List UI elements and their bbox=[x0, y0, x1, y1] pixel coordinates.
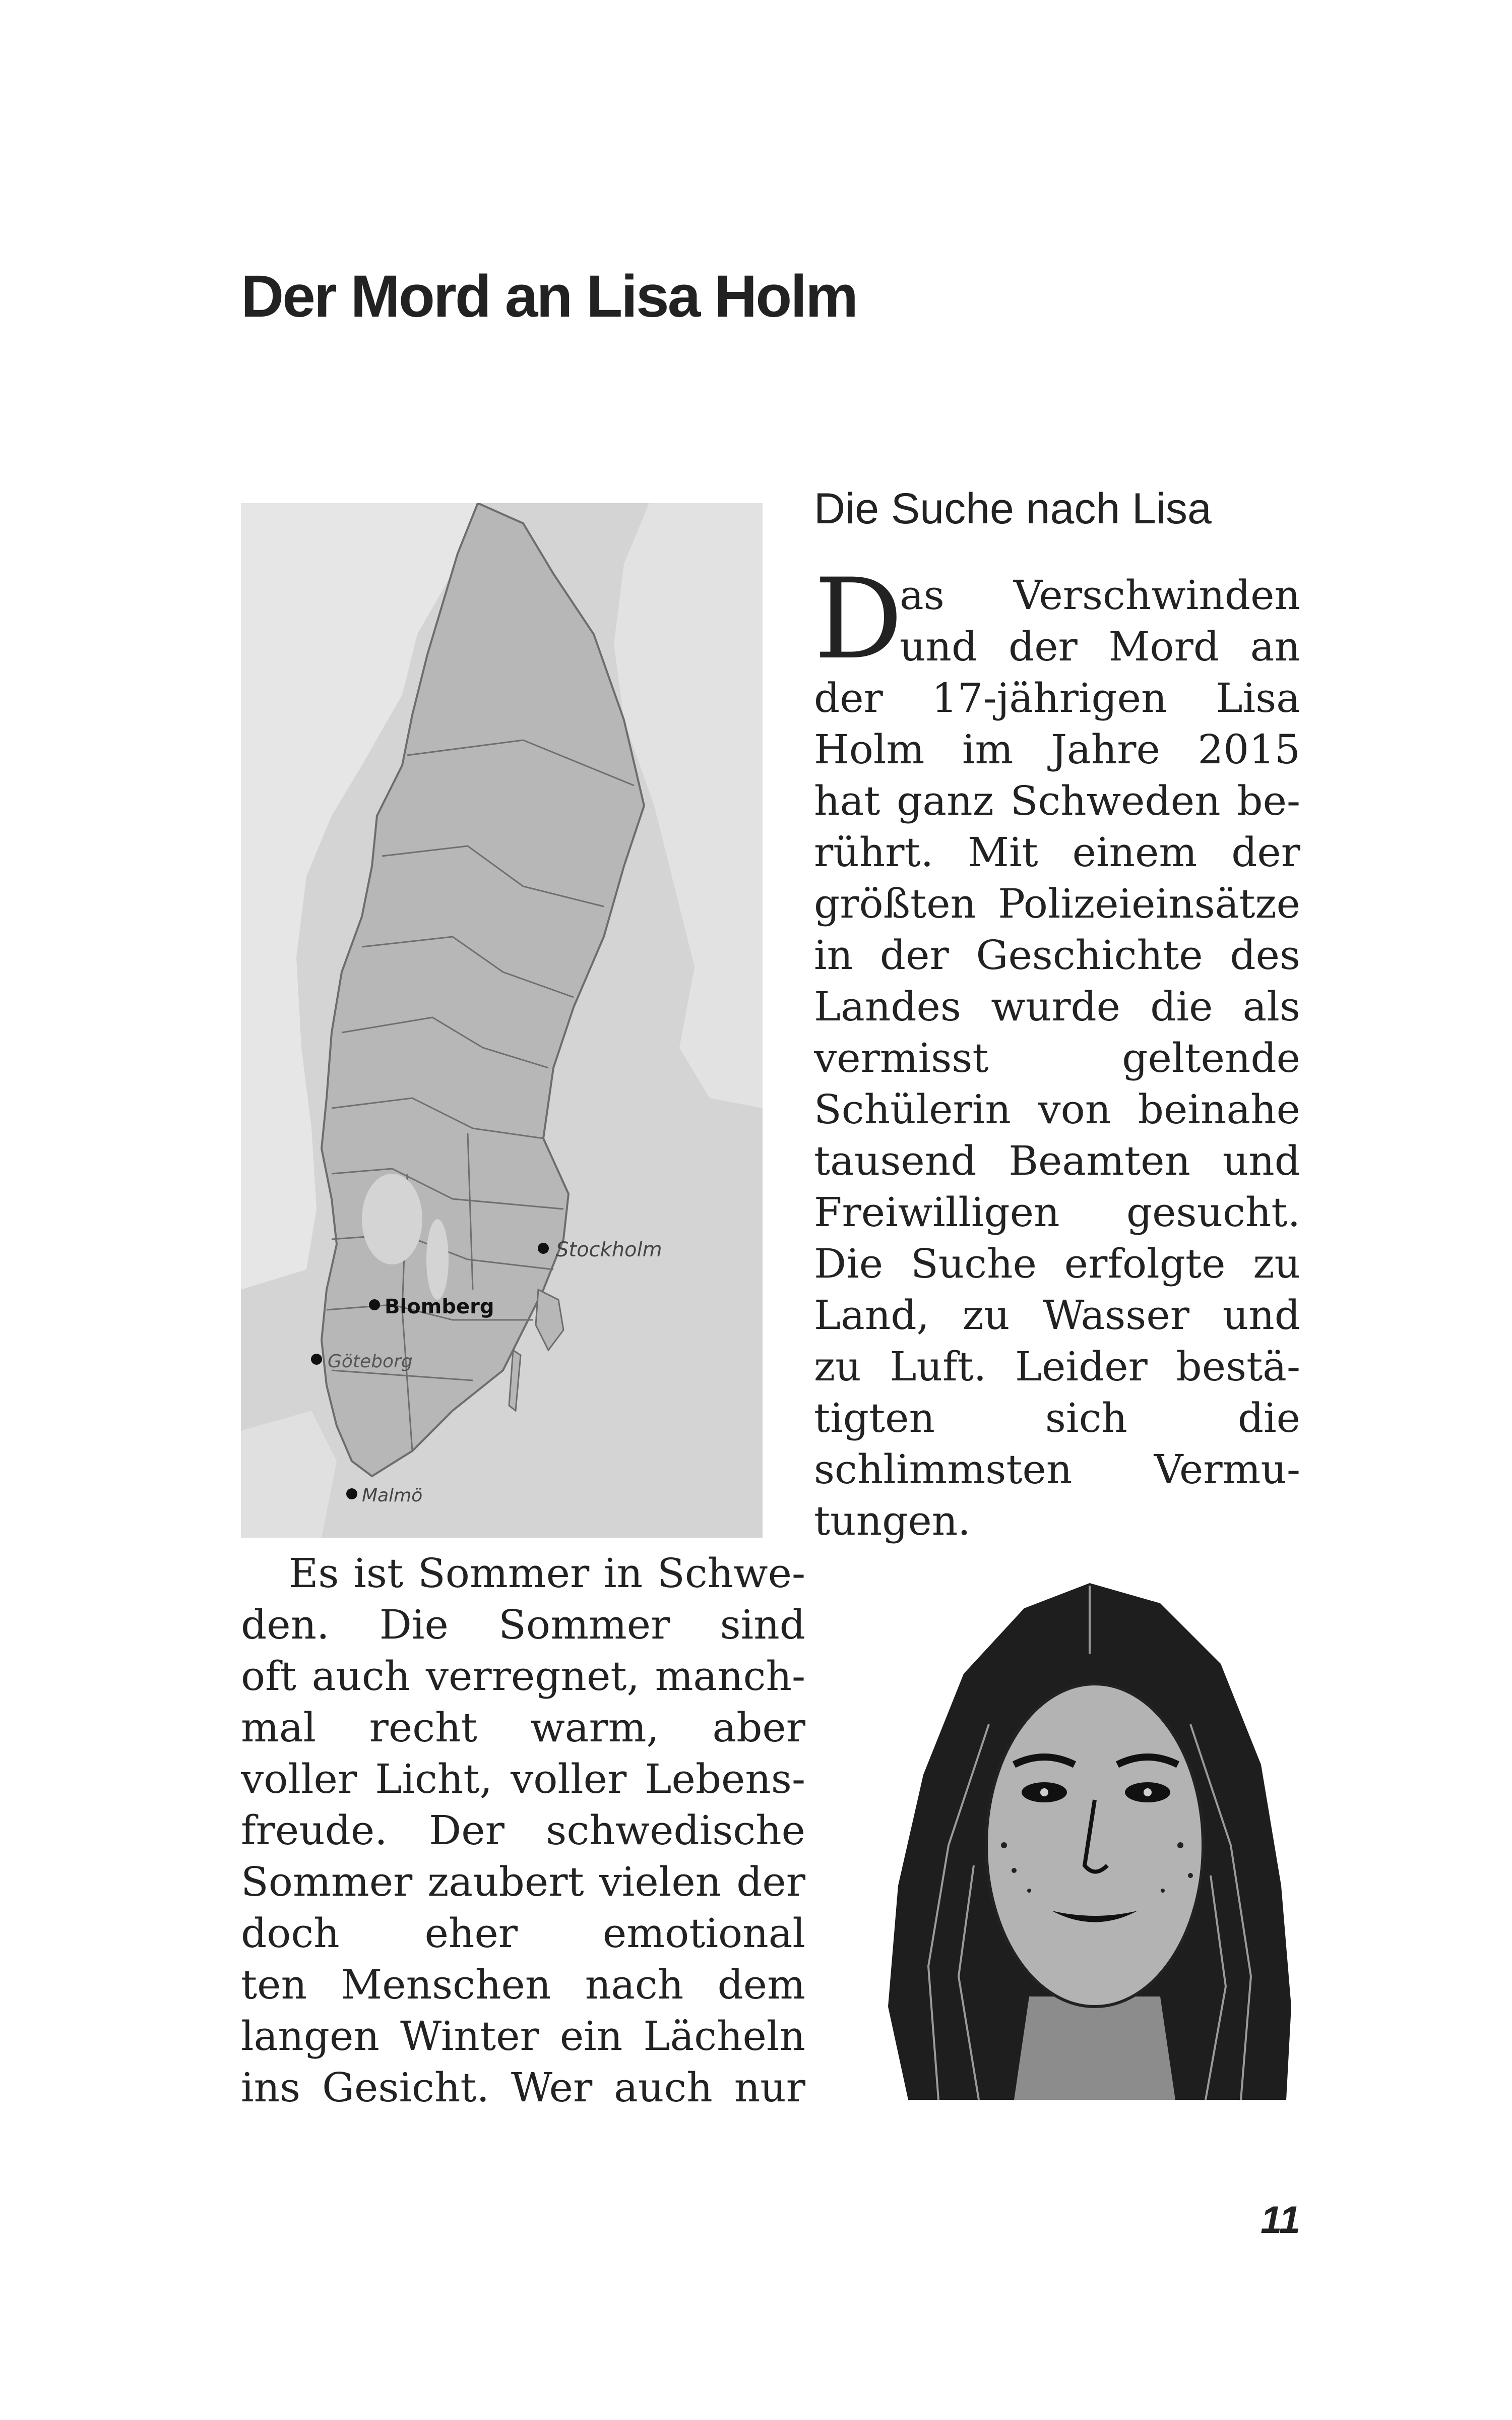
malmo-marker bbox=[346, 1488, 357, 1499]
drop-cap: D bbox=[814, 555, 903, 684]
body-line: langen Winter ein Lächeln bbox=[241, 2013, 805, 2060]
lake-vattern bbox=[426, 1219, 449, 1300]
body-line: voller Licht, voller Lebens- bbox=[241, 1756, 805, 1802]
body-line: tigten sich die bbox=[814, 1395, 1300, 1441]
body-line: rührt. Mit einem der bbox=[814, 829, 1300, 876]
body-line: freude. Der schwedische bbox=[241, 1807, 805, 1854]
body-line: doch eher emotional bbox=[241, 1910, 805, 1957]
chapter-title: Der Mord an Lisa Holm bbox=[241, 263, 857, 330]
body-line: mal recht warm, aber bbox=[241, 1704, 805, 1751]
portrait-photo bbox=[878, 1563, 1300, 2100]
sweden-map bbox=[241, 503, 763, 1538]
body-line: Freiwilligen gesucht. bbox=[814, 1189, 1300, 1236]
body-line: oft auch verregnet, manch- bbox=[241, 1653, 805, 1700]
body-line: und der Mord an bbox=[900, 623, 1300, 670]
body-line: tausend Beamten und bbox=[814, 1137, 1300, 1184]
body-line: Landes wurde die als bbox=[814, 983, 1300, 1030]
city-label-blomberg: Blomberg bbox=[385, 1295, 494, 1318]
body-line: as Verschwinden bbox=[900, 572, 1300, 619]
neck-shape bbox=[1014, 1996, 1175, 2100]
body-line: der 17-jährigen Lisa bbox=[814, 675, 1300, 721]
body-line: tungen. bbox=[814, 1497, 971, 1544]
body-line: den. Die Sommer sind bbox=[241, 1601, 805, 1648]
body-line: größten Polizeieinsätze bbox=[814, 880, 1300, 927]
body-line: zu Luft. Leider bestä- bbox=[814, 1343, 1300, 1390]
body-line: Sommer zaubert vielen der bbox=[241, 1858, 805, 1905]
city-label-stockholm: Stockholm bbox=[556, 1238, 662, 1261]
body-line: Es ist Sommer in Schwe- bbox=[289, 1550, 805, 1597]
lake-vanern bbox=[362, 1174, 422, 1264]
body-line: Holm im Jahre 2015 bbox=[814, 726, 1300, 773]
body-line: ins Gesicht. Wer auch nur bbox=[241, 2064, 805, 2111]
body-line: hat ganz Schweden be- bbox=[814, 777, 1300, 824]
city-label-goteborg: Göteborg bbox=[328, 1351, 413, 1372]
body-line: Die Suche erfolgte zu bbox=[814, 1240, 1300, 1287]
body-line: Land, zu Wasser und bbox=[814, 1292, 1300, 1339]
city-label-malmo: Malmö bbox=[362, 1485, 423, 1506]
face-shape bbox=[986, 1684, 1203, 2007]
blomberg-marker bbox=[369, 1299, 380, 1310]
stockholm-marker bbox=[538, 1243, 549, 1254]
section-heading: Die Suche nach Lisa bbox=[814, 485, 1212, 533]
body-line: schlimmsten Vermu- bbox=[814, 1446, 1300, 1493]
body-line: Schülerin von beinahe bbox=[814, 1086, 1300, 1133]
body-line: ten Menschen nach dem bbox=[241, 1961, 805, 2008]
body-line: vermisst geltende bbox=[814, 1035, 1300, 1081]
article-text-left-column bbox=[241, 1548, 805, 2113]
page-number: 11 bbox=[1261, 2199, 1300, 2242]
goteborg-marker bbox=[311, 1354, 322, 1365]
body-line: in der Geschichte des bbox=[814, 932, 1300, 979]
article-text-right-column bbox=[814, 570, 1300, 1547]
